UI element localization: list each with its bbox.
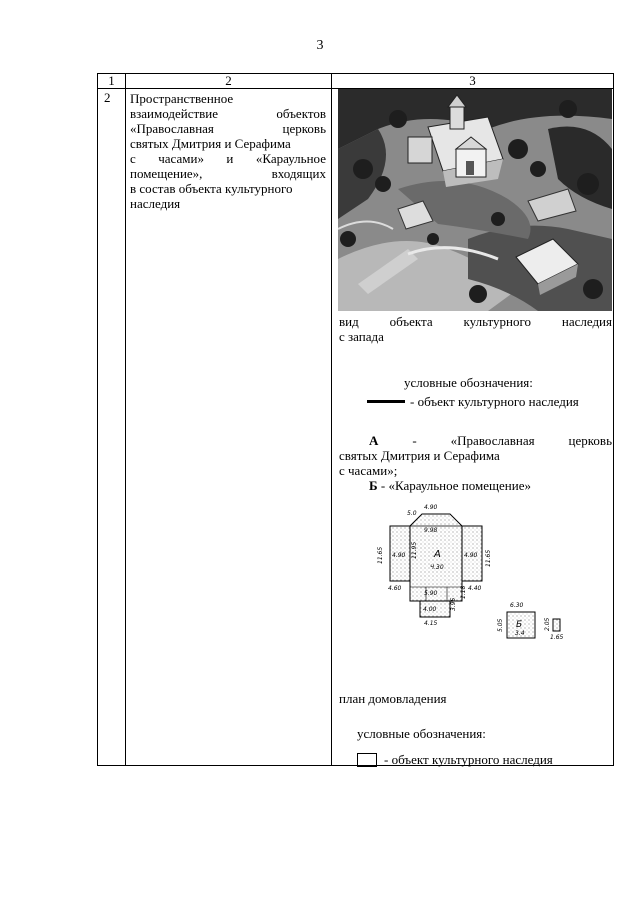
box-outline-symbol [357,753,377,767]
plan-label: 4.40 [468,585,482,592]
aerial-photo-image [338,89,612,311]
plan-label: А [434,549,441,560]
header-col-2: 2 [126,74,332,89]
description-line: помещение», входящих [130,166,326,181]
note-line: Б - «Караульное помещение» [369,478,531,493]
plan-label: 6.30 [510,602,524,609]
plan-label: 4.00 [423,606,437,613]
table-header-row [98,74,614,89]
legend-item: - объект культурного наследия [357,752,553,767]
plan-label: 11.95 [411,541,418,559]
plan-label: 1.18 [460,585,467,599]
plan-label: 1.65 [550,634,564,641]
row-number: 2 [98,89,126,766]
plan-label: 5.90 [424,590,438,597]
site-plan [352,499,602,679]
plan-label: 5.0 [407,510,417,517]
object-illustrations [332,89,614,766]
note-line: с часами»; [339,463,398,478]
plan-label: 3.4 [515,630,525,637]
plan-label: 4.90 [424,504,438,511]
description-line: «Православная церковь [130,121,326,136]
table-row [98,89,614,766]
thick-line-symbol [367,400,405,403]
objects-note [339,433,612,493]
legend-item: - объект культурного наследия [367,394,579,409]
header-col-1: 1 [98,74,126,89]
plan-label: 2.05 [544,617,551,631]
plan-label: 11.65 [485,549,492,567]
plan-label: 5.05 [497,618,504,632]
description-line: наследия [130,196,181,211]
object-description [126,89,332,766]
legend-title: условные обозначения: [404,375,533,390]
photo-caption [339,314,612,344]
page-number: 3 [316,38,324,53]
plan-label: Б [516,620,523,630]
plan-label: Ч.30 [430,564,444,571]
plan-label: 4.15 [424,620,438,627]
site-plan-drawing [352,499,602,679]
plan-label: 4.90 [464,552,478,559]
plan-label: 4.90 [392,552,406,559]
note-line: святых Дмитрия и Серафима [339,448,500,463]
description-line: взаимодействие объектов [130,106,326,121]
description-line: Пространственное [130,91,234,106]
plan-caption: план домовладения [339,691,447,706]
plan-label: 9.98 [424,527,438,534]
photo-caption-line: с запада [339,329,384,344]
description-line: святых Дмитрия и Серафима [130,136,291,151]
plan-label: 11.65 [377,546,384,564]
aerial-photo [338,89,612,311]
note-line: А - «Православная церковь [369,433,612,448]
photo-caption-line: вид объекта культурного наследия [339,314,612,329]
header-col-3: 3 [332,74,614,89]
description-line: в состав объекта культурного [130,181,293,196]
plan-label: 3.95 [450,597,457,611]
plan-label: 4.60 [388,585,402,592]
heritage-table [97,73,614,766]
description-line: с часами» и «Караульное [130,151,326,166]
legend-title: условные обозначения: [357,726,486,741]
